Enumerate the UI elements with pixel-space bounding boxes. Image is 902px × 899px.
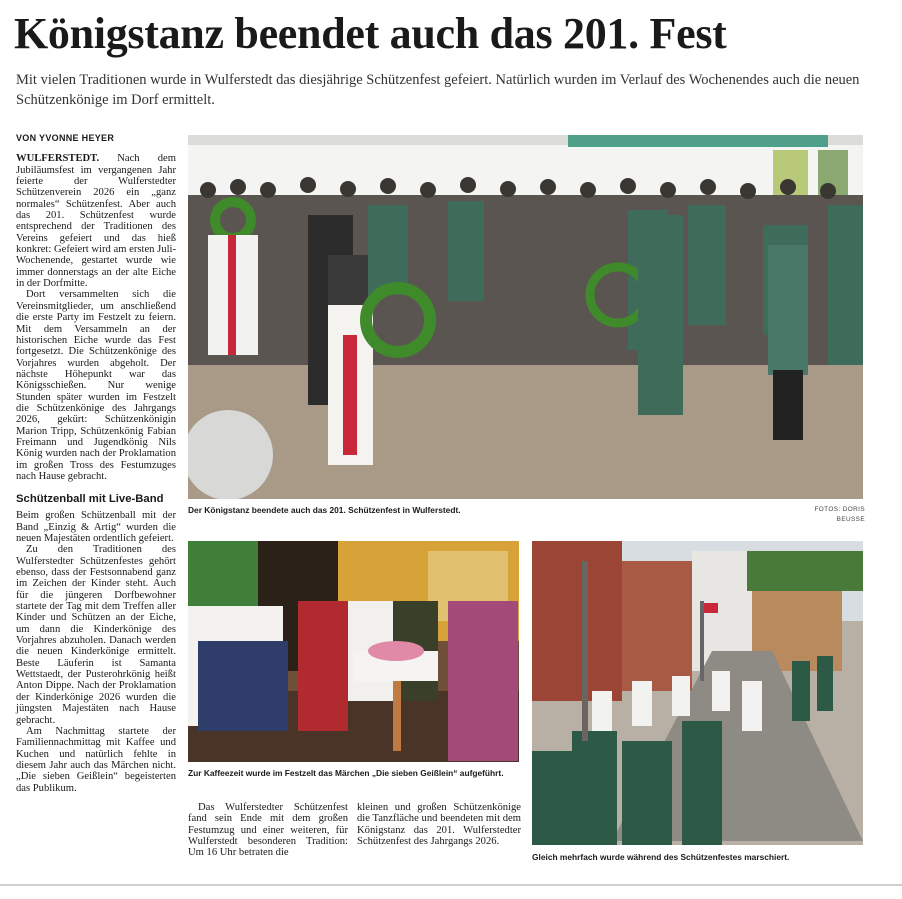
paragraph-7: kleinen und großen Schützenkönige die Tanzfläche und beendeten mit dem Königstanz das 201. Wulferstedter Schützenfest des Jahrgangs 2026. [357,802,521,848]
paragraph-6: Das Wulferstedter Schützenfest fand sein Ende mit dem großen Festumzug und einer weiteren, für Wulferstedt besonderen Tradition: Um 16 Uhr betraten die [188,802,348,859]
photo-coffee-time [188,541,519,762]
photo-credit: FOTOS: DORIS BEUSSE [814,506,865,523]
parade-photo-caption: Gleich mehrfach wurde während des Schützenfestes marschiert. [532,852,790,862]
dateline: WULFERSTEDT. [16,153,100,165]
coffee-photo-caption: Zur Kaffeezeit wurde im Festzelt das Märchen „Die sieben Geißlein“ aufgeführt. [188,768,504,778]
article-column-1 [16,133,176,794]
article-column-2 [188,802,348,859]
article-column-3 [357,802,521,847]
paragraph-1: WULFERSTEDT. Nach dem Jubiläumsfest im vergangenen Jahr feierte der Wulferstedter Schützenverein 2026 ein „ganz normales“ Schützenfest. Aber auch das 201. Schützenfest wurde entsprechend der Traditionen des Vereins gefeiert und das hieß konkret: Gefeiert wird am ersten Juli-Wochenende, gestartet wurde wie immer donnerstags an der alte Eiche in der Dorfmitte. [16,153,176,290]
paragraph-3: Beim großen Schützenball mit der Band „Einzig & Artig“ wurden die neuen Majestäten ordentlich gefeiert. [16,510,176,544]
lead-paragraph: Mit vielen Traditionen wurde in Wulferstedt das diesjährige Schützenfest gefeiert. Natürlich wurden im Verlauf des Wochenendes auch die neuen Schützenkönige im Dorf ermittelt. [16,72,860,108]
byline: VON YVONNE HEYER [16,133,115,143]
paragraph-5: Am Nachmittag startete der Familiennachmittag mit Kaffee und Kuchen und natürlich fehlte in diesem Jahr auch das Märchen nicht. „Die sieben Geißlein“ begeisterten das Publikum. [16,725,176,794]
subheading: Schützenball mit Live-Band [16,493,164,506]
photo-parade [532,541,863,845]
main-photo-kings-dance [188,135,863,499]
main-photo-caption: Der Königstanz beendete auch das 201. Schützenfest in Wulferstedt. [188,505,461,515]
paragraph-2: Dort versammelten sich die Vereinsmitglieder, um anschließend die erste Party im Festzelt zu feiern. Mit dem Versammeln an der historischen Eiche wurde das Fest fortgesetzt. Die Schützenkönige des Vorjahres wurden abgeholt. Der nächste Höhepunkt war das Königsschießen. Nur wenige Stunden später wurden im Festzelt die Schützenkönige des Jahrgangs 2026, gekürt: Schützenkönigin Marion Tripp, Schützenkönig Fabian Freimann und Jugendkönig Nils König wurden nach der Proklamation im großen Tross des Festumzuges nach Hause gebracht. [16,289,176,482]
bottom-rule [0,884,902,886]
paragraph-4: Zu den Traditionen des Wulferstedter Schützenfestes gehört ebenso, dass der Festsonnabend ganz im Zeichen der Kinder steht. Auch für die jüngeren Dorfbewohner startete der Tag mit dem Treffen aller Kinder und Schützen an der Eiche, um dann die Kinderkönige des Vorjahres abzuholen. Danach werden die neuen Kinderkönige ermittelt. Beste Läuferin ist Samanta Wettstaedt, der Pusterohrkönig heißt Anton Dippe. Nach der Proklamation der Kinderkönige 2026 wurden die jüngsten Majestäten nach Hause gebracht. [16,544,176,726]
headline: Königstanz beendet auch das 201. Fest [14,9,727,58]
